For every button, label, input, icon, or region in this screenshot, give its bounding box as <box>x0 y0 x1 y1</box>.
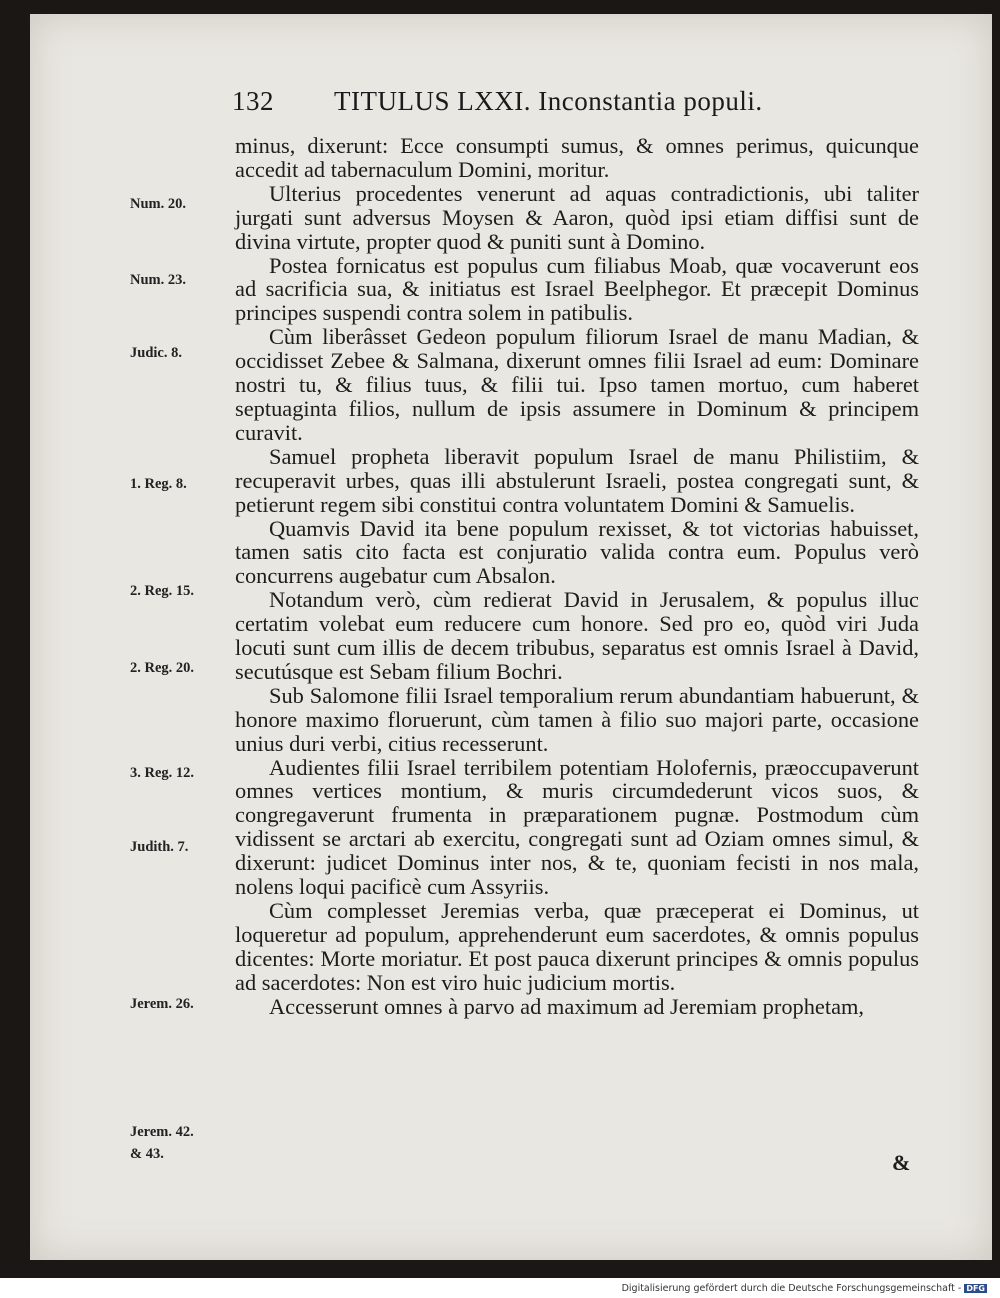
paragraph: Accesserunt omnes à parvo ad maximum ad Jeremiam prophetam, <box>269 993 865 1019</box>
page-title: TITULUS LXXI. Inconstantia populi. <box>334 86 763 116</box>
running-header <box>232 86 763 117</box>
margin-note: 2. Reg. 15. <box>130 583 195 599</box>
margin-note: Num. 20. <box>130 196 186 212</box>
dfg-logo-icon: DFG <box>966 1284 985 1293</box>
paragraph: minus, dixerunt: Ecce consumpti sumus, & omnes perimus, quicunque accedit ad tabernaculum Domini, moritur. <box>235 133 919 182</box>
funding-footer <box>619 1283 990 1294</box>
footer-text: Digitalisierung gefördert durch die Deutsche Forschungsgemeinschaft - <box>621 1283 962 1294</box>
paragraph: Samuel propheta liberavit populum Israel de manu Philistiim, & recuperavit urbes, quas illi abstulerunt Israeli, postea congregati sunt, & petierunt regem sibi constitui contra voluntatem Domini & Samuelis. <box>235 443 919 517</box>
main-text <box>235 134 919 1019</box>
margin-note: 2. Reg. 20. <box>130 660 195 676</box>
paragraph: Cùm liberâsset Gedeon populum filiorum Israel de manu Madian, & occidisset Zebee & Salmana, dixerunt omnes filii Israel ad eum: Dominare nostri tu, & filius tuus, & filii tui. Ipso tamen mortuo, cum haberet septuaginta filios, nullum de ipsis assumere in Dominum & principem curavit. <box>235 324 919 445</box>
margin-note: 3. Reg. 12. <box>130 765 195 781</box>
margin-note: Judith. 7. <box>130 839 189 855</box>
page-number: 132 <box>232 86 274 116</box>
catchword: & <box>892 1150 911 1175</box>
margin-note: Num. 23. <box>130 272 186 288</box>
paragraph: Ulterius procedentes venerunt ad aquas contradictionis, ubi taliter jurgati sunt adversus Moysen & Aaron, quòd ipsi etiam diffisi sunt de divina virtute, propter quod & puniti sunt à Domino. <box>235 180 919 254</box>
margin-note: Jerem. 26. <box>130 996 194 1012</box>
paragraph: Postea fornicatus est populus cum filiabus Moab, quæ vocaverunt eos ad sacrificia sua, & initiatus est Israel Beelphegor. Et præcepit Dominus principes suspendi contra solem in patibulis. <box>235 252 919 326</box>
margin-note: 1. Reg. 8. <box>130 476 187 492</box>
margin-note: Jerem. 42. <box>130 1124 194 1140</box>
paragraph: Cùm complesset Jeremias verba, quæ præceperat ei Dominus, ut loqueretur ad populum, apprehenderunt eum sacerdotes, & omnis populus dicentes: Morte moriatur. Et post pauca dixerunt principes & omnis populus ad sacerdotes: Non est viro huic judicium mortis. <box>235 898 919 995</box>
paragraph: Sub Salomone filii Israel temporalium rerum abundantiam habuerunt, & honore maximo floruerunt, cùm tamen à filio suo majori parte, occasione unius duri verbi, citius recesserunt. <box>235 682 919 756</box>
paragraph: Quamvis David ita bene populum rexisset, & tot victorias habuisset, tamen satis cito facta est conjuratio valida contra eum. Populus verò concurrens augebatur cum Absalon. <box>235 515 919 589</box>
paragraph: Audientes filii Israel terribilem potentiam Holofernis, præoccupaverunt omnes vertices montium, & muris circumdederunt vicos suos, & congregaverunt frumenta in præparationem pugnæ. Postmodum cùm vidissent se arctari ab exercitu, congregati sunt ad Oziam omnes simul, & dixerunt: judicet Dominus inter nos, & te, quoniam fecisti in nos mala, nolens loqui pacificè cum Assyriis. <box>235 754 919 900</box>
paragraph: Notandum verò, cùm redierat David in Jerusalem, & populus illuc certatim volebat eum reducere cum honore. Sed pro eo, quòd viri Juda locuti sunt cum illis de decem tribubus, separatus est omnis Israel à David, secutúsque est Sebam filium Bochri. <box>235 587 919 684</box>
margin-note: Judic. 8. <box>130 345 182 361</box>
margin-note: & 43. <box>130 1146 164 1162</box>
